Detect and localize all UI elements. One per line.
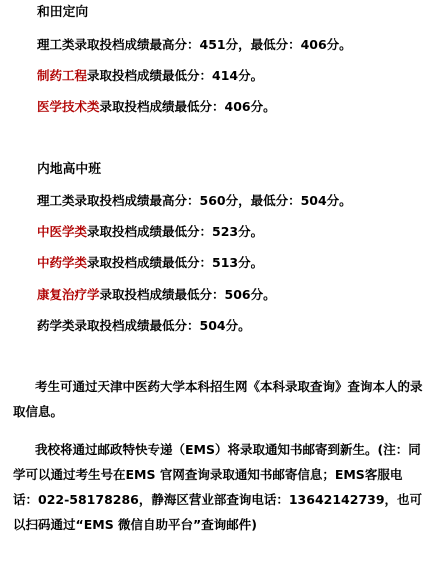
neidi-line-5: [37, 318, 251, 334]
neidi-line-2-major: 中医学类: [37, 224, 88, 239]
hetian-line-3: [37, 99, 276, 115]
hetian-line-2-major: 制药工程: [37, 68, 88, 83]
neidi-line-3-text: 录取投档成绩最低分：513分。: [87, 255, 264, 270]
neidi-line-2-text: 录取投档成绩最低分：523分。: [87, 224, 264, 239]
neidi-line-5-text: 药学类录取投档成绩最低分：504分。: [37, 318, 251, 333]
hetian-line-2-text: 录取投档成绩最低分：414分。: [87, 68, 264, 83]
hetian-line-1-text: 理工类录取投档成绩最高分：451分，最低分：406分。: [37, 37, 352, 52]
hetian-line-2: [37, 68, 263, 84]
neidi-line-1-text: 理工类录取投档成绩最高分：560分，最低分：504分。: [37, 193, 352, 208]
neidi-line-1: [37, 193, 352, 209]
ems-notice-paragraph: 我校将通过邮政特快专递（EMS）将录取通知书邮寄到新生。(注：同学可以通过考生号在EMS 官网查询录取通知书邮寄信息；EMS客服电话：022-58178286，静海区营业部查询电话：13642142739，也可以扫码通过“EMS 微信自助平台”查询邮件): [13, 442, 423, 532]
neidi-line-3-major: 中药学类: [37, 255, 88, 270]
neidi-line-3: [37, 255, 263, 271]
neidi-line-4-text: 录取投档成绩最低分：506分。: [99, 287, 276, 302]
hetian-line-3-text: 录取投档成绩最低分：406分。: [99, 99, 276, 114]
query-info-paragraph: 考生可通过天津中医药大学本科招生网《本科录取查询》查询本人的录取信息。: [13, 379, 423, 419]
neidi-heading: 内地高中班: [37, 162, 101, 177]
hetian-line-1: [37, 37, 352, 53]
hetian-line-3-major: 医学技术类: [37, 99, 100, 114]
neidi-line-4: [37, 287, 276, 303]
neidi-line-4-major: 康复治疗学: [37, 287, 100, 302]
neidi-line-2: [37, 224, 263, 240]
hetian-heading: 和田定向: [37, 5, 89, 20]
